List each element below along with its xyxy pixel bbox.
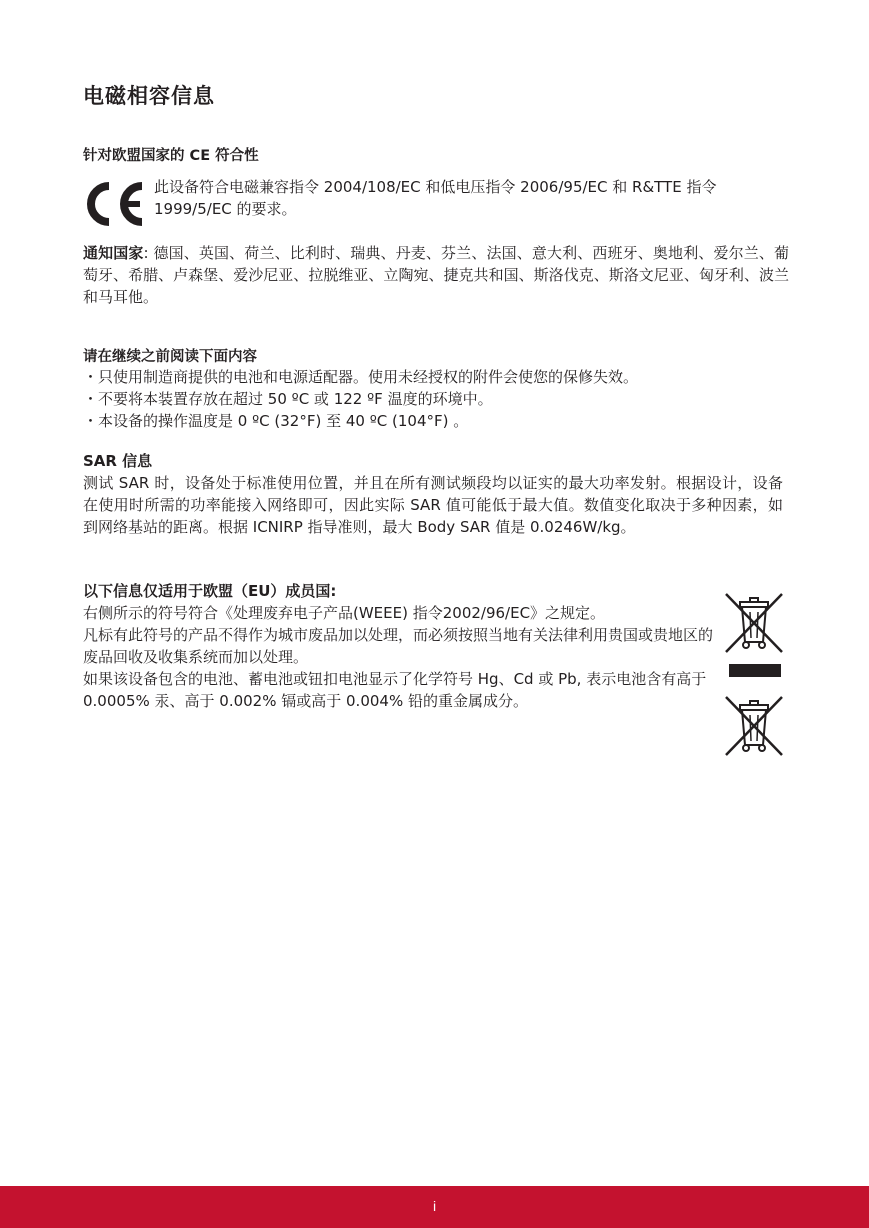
eu-line: 右侧所示的符号符合《处理废弃电子产品(WEEE) 指令2002/96/EC》之规定。 <box>83 604 606 622</box>
notified-label: 通知国家 <box>83 244 144 262</box>
list-item: ・不要将本装置存放在超过 50 ºC 或 122 ºF 温度的环境中。 <box>83 390 493 408</box>
notified-text: : 德国、英国、荷兰、比利时、瑞典、丹麦、芬兰、法国、意大利、西班牙、奥地利、爱尔兰、葡萄牙、希腊、卢森堡、爱沙尼亚、拉脱维亚、立陶宛、捷克共和国、斯洛伐克、斯洛文尼亚、匈牙利、波兰和马耳他。 <box>83 244 789 306</box>
weee-bin-icon <box>722 590 786 654</box>
sar-text: 测试 SAR 时，设备处于标准使用位置，并且在所有测试频段均以证实的最大功率发射。根据设计，设备在使用时所需的功率能接入网络即可，因此实际 SAR 值可能低于最大值。数值变化取决于多种因素，如到网络基站的距离。根据 ICNIRP 指导准则，最大 Body SAR 值是 0.0246W/kg。 <box>83 474 783 536</box>
eu-line: 凡标有此符号的产品不得作为城市废品加以处理，而必须按照当地有关法律利用贵国或贵地区的废品回收及收集系统而加以处理。 <box>83 626 714 666</box>
page-number: i <box>432 1198 437 1214</box>
list-item: ・本设备的操作温度是 0 ºC (32°F) 至 40 ºC (104°F) 。 <box>83 412 469 430</box>
sar-heading: SAR 信息 <box>83 452 153 470</box>
ce-mark-icon <box>82 178 146 230</box>
weee-bar <box>729 664 781 677</box>
eu-line: 如果该设备包含的电池、蓄电池或钮扣电池显示了化学符号 Hg、Cd 或 Pb, 表示电池含有高于 0.0005% 汞、高于 0.002% 镉或高于 0.004% 铅的重金属成分。 <box>83 670 707 710</box>
eu-text <box>83 602 718 712</box>
read-before-heading: 请在继续之前阅读下面内容 <box>83 349 257 365</box>
eu-heading: 以下信息仅适用于欧盟（EU）成员国: <box>83 582 337 600</box>
weee-bin-icon <box>722 693 786 757</box>
read-before-list <box>83 366 803 432</box>
page-title: 电磁相容信息 <box>83 84 215 108</box>
notified-countries <box>83 242 789 308</box>
ce-heading: 针对欧盟国家的 CE 符合性 <box>83 148 259 164</box>
ce-text: 此设备符合电磁兼容指令 2004/108/EC 和低电压指令 2006/95/EC 和 R&TTE 指令 1999/5/EC 的要求。 <box>154 178 717 218</box>
list-item: ・只使用制造商提供的电池和电源适配器。使用未经授权的附件会使您的保修失效。 <box>83 368 639 386</box>
